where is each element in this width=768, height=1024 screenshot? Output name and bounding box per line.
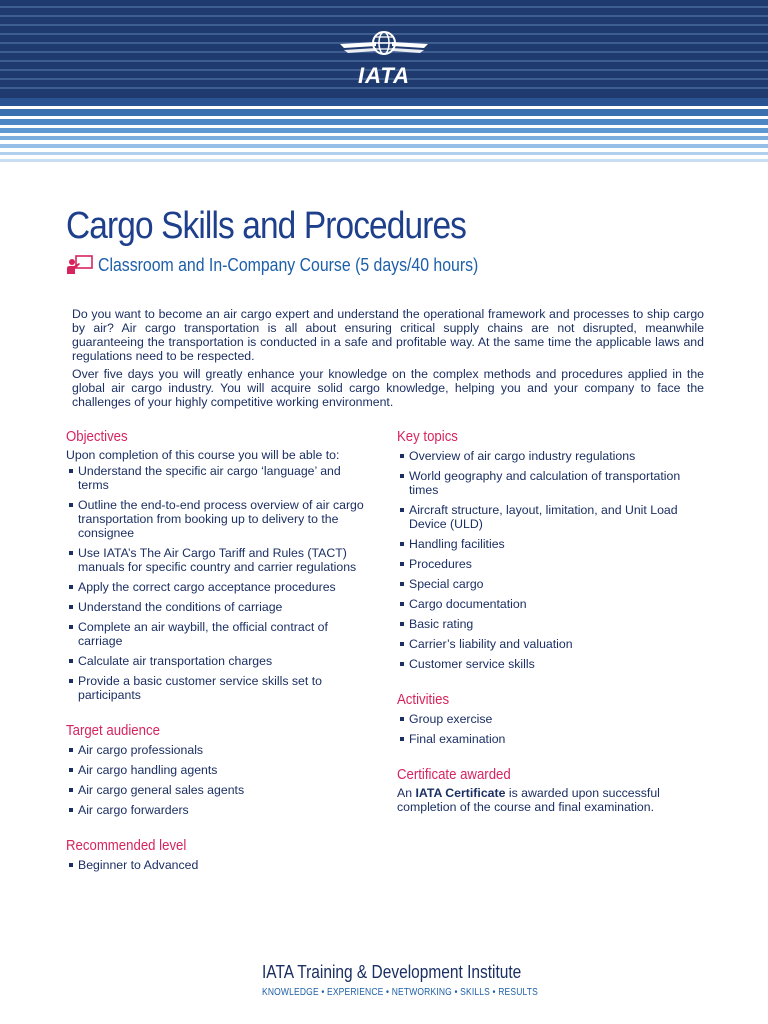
list-item: Air cargo handling agents [66, 763, 366, 777]
recommended-level-list [66, 858, 366, 872]
target-audience-list [66, 743, 366, 817]
right-column [397, 428, 707, 816]
certificate-name: IATA Certificate [415, 786, 506, 800]
list-item: Procedures [397, 557, 707, 571]
list-item: Understand the conditions of carriage [66, 600, 366, 614]
target-audience-heading: Target audience [66, 722, 160, 739]
objectives-lead: Upon completion of this course you will be able to: [66, 448, 340, 462]
list-item: Final examination [397, 732, 707, 746]
certificate-prefix: An [397, 786, 416, 800]
footer-tagline: KNOWLEDGE • EXPERIENCE • NETWORKING • SKILLS • RESULTS [262, 987, 538, 998]
header-stripe [0, 162, 768, 175]
list-item: Group exercise [397, 712, 707, 726]
list-item: Complete an air waybill, the official contract of carriage [66, 620, 366, 648]
header-pinstripe [0, 6, 768, 8]
footer [262, 962, 538, 998]
list-item: Outline the end-to-end process overview of air cargo transportation from booking up to delivery to the consignee [66, 498, 366, 540]
iata-globe-logo-icon [330, 26, 438, 66]
list-item: Use IATA’s The Air Cargo Tariff and Rules (TACT) manuals for specific country and carrier regulations [66, 546, 366, 574]
list-item: Basic rating [397, 617, 707, 631]
activities-heading: Activities [397, 691, 450, 708]
page-title: Cargo Skills and Procedures [66, 205, 467, 247]
footer-title: IATA Training & Development Institute [262, 962, 522, 982]
iata-logo [330, 26, 438, 90]
certificate-heading: Certificate awarded [397, 766, 511, 783]
objectives-list [66, 464, 366, 702]
list-item: Special cargo [397, 577, 707, 591]
header-pinstripe [0, 15, 768, 17]
certificate-suffix: is awarded upon successful completion of the course and final examination. [397, 786, 660, 814]
list-item: Air cargo general sales agents [66, 783, 366, 797]
classroom-presenter-icon [66, 254, 94, 276]
list-item: Apply the correct cargo acceptance procedures [66, 580, 366, 594]
list-item: Cargo documentation [397, 597, 707, 611]
intro-paragraph: Do you want to become an air cargo expert and understand the operational framework and processes to ship cargo by air? Air cargo transportation is all about ensuring critical supply chains are not disrupted, meanwhile guaranteeing the transportation is conducted in a safe and profitable way. At the same time the applicable laws and regulations need to be respected. [72, 307, 704, 363]
header-banner [0, 0, 768, 175]
certificate-text [397, 786, 707, 814]
header-stripe [0, 98, 768, 106]
key-topics-heading: Key topics [397, 428, 458, 445]
objectives-heading: Objectives [66, 428, 128, 445]
list-item: Air cargo forwarders [66, 803, 366, 817]
recommended-level-heading: Recommended level [66, 837, 187, 854]
list-item: Air cargo professionals [66, 743, 366, 757]
list-item: Calculate air transportation charges [66, 654, 366, 668]
key-topics-list [397, 449, 707, 671]
logo-text: IATA [357, 63, 411, 88]
list-item: Provide a basic customer service skills set to participants [66, 674, 366, 702]
intro-paragraph: Over five days you will greatly enhance your knowledge on the complex methods and procedures applied in the global air cargo industry. You will acquire solid cargo knowledge, helping you and your company to face the challenges of your highly competitive working environment. [72, 367, 704, 409]
activities-list [397, 712, 707, 746]
intro-text [72, 307, 704, 413]
list-item: Understand the specific air cargo ‘language’ and terms [66, 464, 366, 492]
course-format-text: Classroom and In-Company Course (5 days/40 hours) [98, 254, 479, 275]
list-item: World geography and calculation of transportation times [397, 469, 707, 497]
list-item: Overview of air cargo industry regulations [397, 449, 707, 463]
list-item: Carrier’s liability and valuation [397, 637, 707, 651]
course-format-row [66, 254, 531, 278]
list-item: Customer service skills [397, 657, 707, 671]
list-item: Aircraft structure, layout, limitation, and Unit Load Device (ULD) [397, 503, 707, 531]
left-column [66, 428, 366, 878]
list-item: Beginner to Advanced [66, 858, 366, 872]
header-stripe [0, 109, 768, 116]
list-item: Handling facilities [397, 537, 707, 551]
